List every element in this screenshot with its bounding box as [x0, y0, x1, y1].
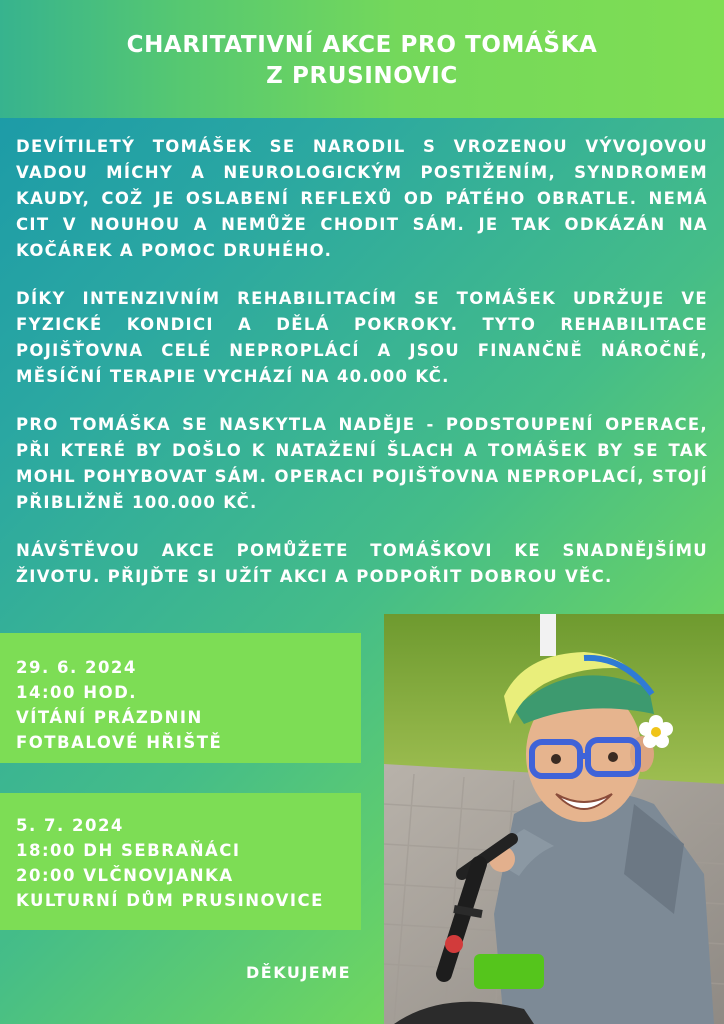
event-program: VÍTÁNÍ PRÁZDNIN: [16, 708, 203, 727]
photo-boy-on-bike: [384, 614, 724, 1024]
thanks-text: DĚKUJEME: [246, 963, 352, 982]
event-program-1: 18:00 DH SEBRAŇÁCI: [16, 841, 241, 860]
paragraph-diagnosis: DEVÍTILETÝ TOMÁŠEK SE NARODIL S VROZENOU VÝVOJOVOU VADOU MÍCHY A NEUROLOGICKÝM POSTIŽENÍM, SYNDROMEM KAUDY, COŽ JE OSLABENÍ REFLEXŮ OD PÁTÉHO OBRATLE. NEMÁ CIT V NOUHOU A NEMŮŽE CHODIT SÁM. JE TAK ODKÁZÁN NA KOČÁREK A POMOC DRUHÉHO.: [16, 137, 708, 260]
event-venue: FOTBALOVÉ HŘIŠTĚ: [16, 733, 223, 752]
event-date: 5. 7. 2024: [16, 816, 124, 835]
event-time: 14:00 HOD.: [16, 683, 138, 702]
title-line-1: CHARITATIVNÍ AKCE PRO TOMÁŠKA: [126, 32, 598, 58]
event-card-1: [0, 633, 361, 763]
paragraph-call-to-action: NÁVŠTĚVOU AKCE POMŮŽETE TOMÁŠKOVI KE SNADNĚJŠÍMU ŽIVOTU. PŘIJĎTE SI UŽÍT AKCI A PODPOŘIT DOBROU VĚC.: [16, 541, 708, 586]
title-line-2: Z PRUSINOVIC: [266, 63, 458, 89]
paragraph-rehabilitation: DÍKY INTENZIVNÍM REHABILITACÍM SE TOMÁŠEK UDRŽUJE VE FYZICKÉ KONDICI A DĚLÁ POKROKY. TYTO REHABILITACE POJIŠŤOVNA CELÉ NEPROPLÁCÍ A JSOU FINANČNĚ NÁROČNÉ, MĚSÍČNÍ TERAPIE VYCHÁZÍ NA 40.000 KČ.: [16, 289, 708, 386]
page-title: [0, 30, 724, 92]
event-venue: KULTURNÍ DŮM PRUSINOVICE: [16, 891, 324, 910]
event-program-2: 20:00 VLČNOVJANKA: [16, 866, 234, 885]
paragraph-operation: PRO TOMÁŠKA SE NASKYTLA NADĚJE - PODSTOUPENÍ OPERACE, PŘI KTERÉ BY DOŠLO K NATAŽENÍ ŠLACH A TOMÁŠEK BY SE TAK MOHL POHYBOVAT SÁM. OPERACI POJIŠŤOVNA NEPROPLACÍ, STOJÍ PŘIBLIŽNĚ 100.000 KČ.: [16, 415, 708, 512]
description: [16, 134, 708, 612]
event-date: 29. 6. 2024: [16, 658, 137, 677]
event-card-2: [0, 793, 361, 930]
